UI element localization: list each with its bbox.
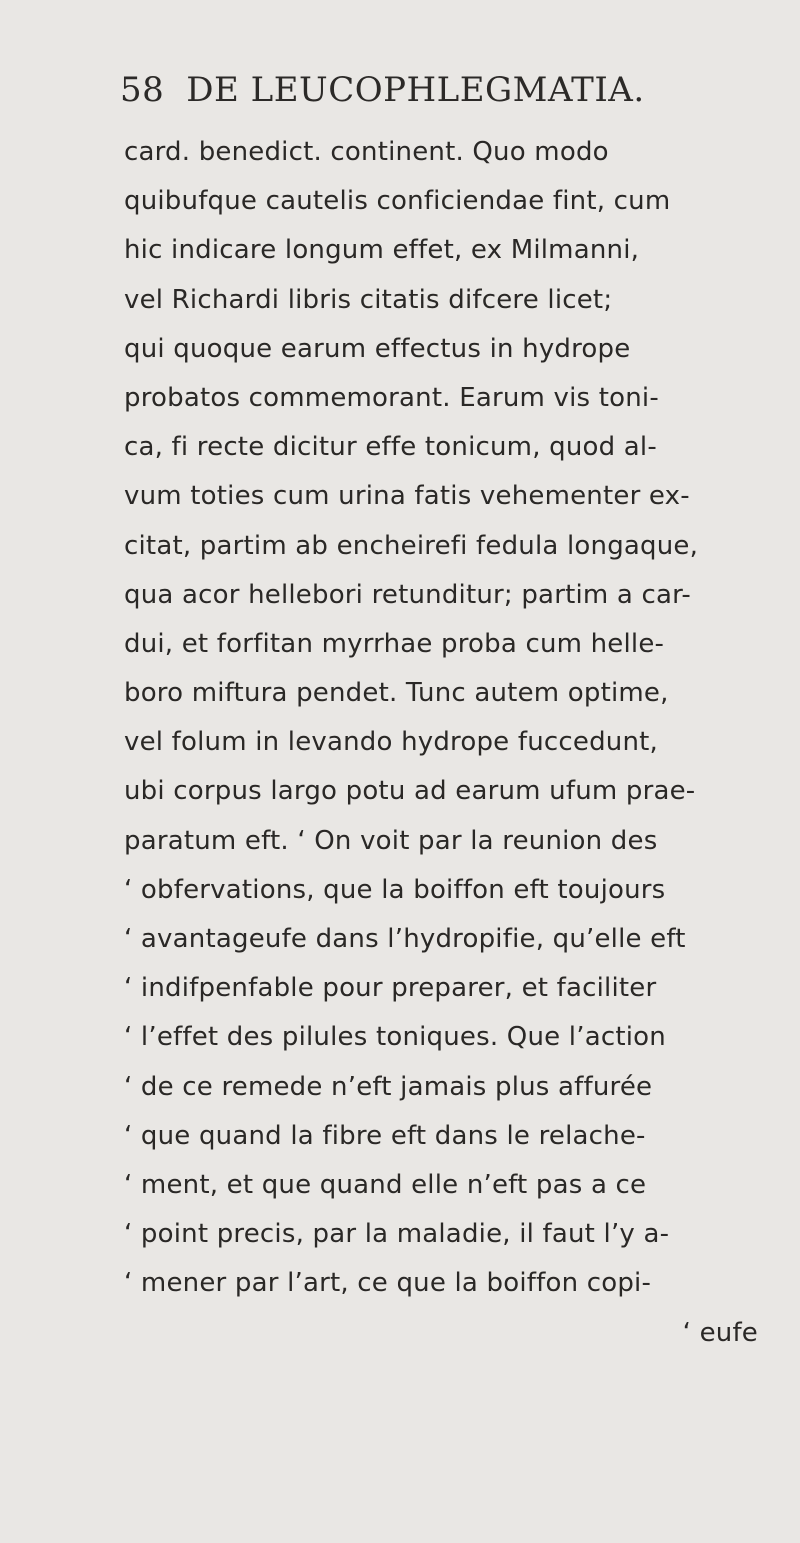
page-header bbox=[120, 70, 760, 120]
text-line: dui, et forfitan myrrhae proba cum helle- bbox=[124, 628, 665, 659]
text-line: ‘ obfervations, que la boiffon eft toujours bbox=[124, 874, 666, 905]
text-line: hic indicare longum effet, ex Milmanni, bbox=[124, 235, 640, 266]
text-line: ubi corpus largo potu ad earum ufum prae- bbox=[124, 776, 696, 807]
text-line: ‘ point precis, par la maladie, il faut l’y a- bbox=[124, 1219, 670, 1250]
text-line: vel folum in levando hydrope fuccedunt, bbox=[124, 727, 658, 758]
text-line: quibufque cautelis conficiendae fint, cum bbox=[124, 186, 671, 217]
text-line: ‘ que quand la fibre eft dans le relache- bbox=[124, 1120, 646, 1151]
text-line: ‘ ment, et que quand elle n’eft pas a ce bbox=[124, 1169, 647, 1200]
body-text bbox=[124, 128, 764, 1358]
text-line: ‘ avantageufe dans l’hydropifie, qu’elle eft bbox=[124, 924, 686, 954]
text-line: boro miftura pendet. Tunc autem optime, bbox=[124, 678, 669, 709]
text-line: ‘ mener par l’art, ce que la boiffon copi- bbox=[124, 1268, 652, 1299]
catchword: ‘ eufe bbox=[682, 1317, 758, 1348]
text-line: ca, fi recte dicitur effe tonicum, quod al- bbox=[124, 432, 657, 463]
text-line: paratum eft. ‘ On voit par la reunion des bbox=[124, 825, 658, 856]
running-title: DE LEUCOPHLEGMATIA. bbox=[186, 70, 645, 110]
text-line: ‘ l’effet des pilules toniques. Que l’action bbox=[124, 1022, 666, 1053]
text-line: ‘ indifpenfable pour preparer, et faciliter bbox=[124, 973, 657, 1004]
text-line: card. benedict. continent. Quo modo bbox=[124, 137, 609, 167]
text-line: qui quoque earum effectus in hydrope bbox=[124, 333, 631, 364]
text-line: ‘ de ce remede n’eft jamais plus affurée bbox=[124, 1071, 653, 1102]
text-line: vel Richardi libris citatis difcere licet; bbox=[124, 284, 613, 315]
text-line: probatos commemorant. Earum vis toni- bbox=[124, 382, 659, 413]
text-line: citat, partim ab encheirefi fedula longaque, bbox=[124, 530, 699, 561]
page-number: 58 bbox=[120, 70, 165, 110]
text-line: vum toties cum urina fatis vehementer ex- bbox=[124, 481, 690, 512]
text-line: qua acor hellebori retunditur; partim a car- bbox=[124, 579, 691, 610]
